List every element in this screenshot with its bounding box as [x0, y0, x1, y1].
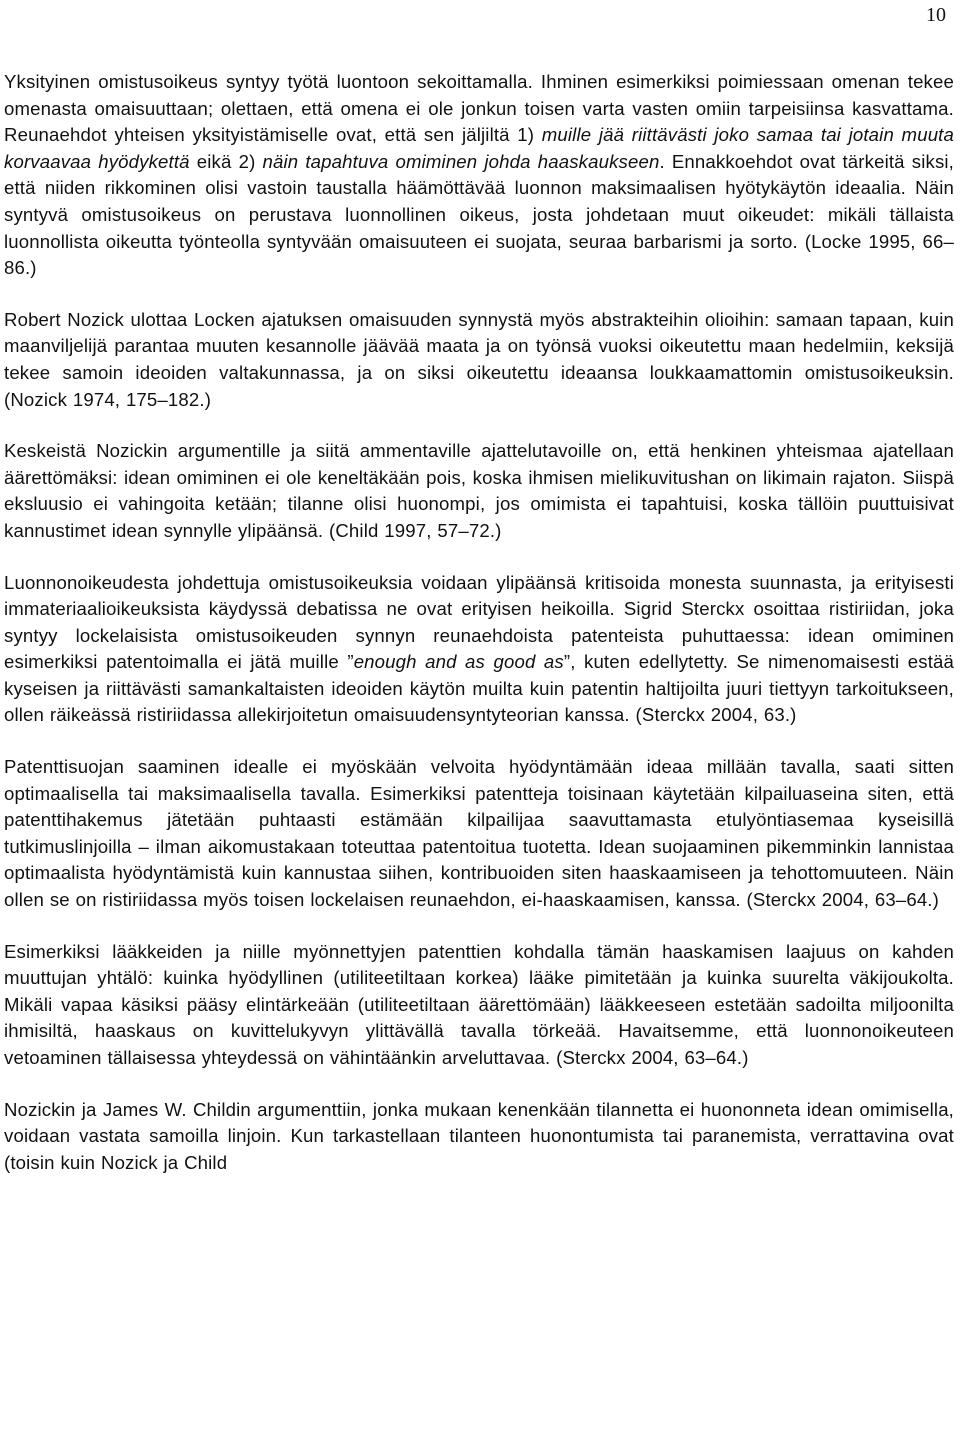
- text-run: Esimerkiksi lääkkeiden ja niille myönnettyjen patenttien kohdalla tämän haaskamisen laajuus on kahden muuttujan yhtälö: kuinka hyödyllinen (utiliteetiltaan korkea) lääke pimitetään ja kuinka suurelta väkijoukolta. Mikäli vapaa käsiksi pääsy elintärkeään (utiliteetiltaan äärettömään) lääkkeeseen estetään sadoilta miljoonilta ihmisiltä, haaskaus on kuvittelukyvyn ylittävällä tavalla törkeää. Havaitsemme, että luonnonoikeuteen vetoaminen tällaisessa yhteydessä on vähintäänkin arveluttavaa. (Sterckx 2004, 63–64.): [4, 940, 954, 1068]
- text-run: Nozickin ja James W. Childin argumenttiin, jonka mukaan kenenkään tilannetta ei huononneta idean omimisella, voidaan vastata samoilla linjoin. Kun tarkastellaan tilanteen huonontumista tai paranemista, verrattavina ovat (toisin kuin Nozick ja Child: [4, 1098, 954, 1173]
- paragraph-nozick-argument: [4, 438, 954, 544]
- paragraph-nozick-child-response: [4, 1097, 954, 1177]
- paragraph-medicine-patents: [4, 939, 954, 1072]
- text-run: Keskeistä Nozickin argumentille ja siitä ammentaville ajattelutavoille on, että henkinen yhteismaa ajatellaan äärettömäksi: idean omiminen ei ole keneltäkään pois, koska ihmisen mielikuvitushan on likimain rajaton. Siispä eksluusio ei vahingoita ketään; tilanne olisi huonompi, jos omimista ei tapahtuisi, koska tällöin puuttuisivat kannustimet idean synnylle ylipäänsä. (Child 1997, 57–72.): [4, 440, 954, 541]
- italic-text-run: näin tapahtuva omiminen johda haaskaukseen: [262, 150, 660, 172]
- paragraph-patent-protection: [4, 754, 954, 914]
- text-run: . Ennakkoehdot ovat tärkeitä siksi, että niiden rikkominen olisi vastoin taustalla häämöttävää luonnon maksimaalisen hyötykäytön ideaalia. Näin syntyvä omistusoikeus on perustava luonnollinen oikeus, josta johdetaan muut oikeudet: mikäli tällaista luonnollista oikeutta työnteolla syntyvään omaisuuteen ei suojata, seuraa barbarismi ja sorto. (Locke 1995, 66–86.): [4, 150, 954, 279]
- body-text: [4, 69, 954, 1201]
- italic-text-run: enough and as good as: [353, 651, 564, 673]
- paragraph-nozick-abstract-objects: [4, 307, 954, 413]
- text-run: Yksityinen omistusoikeus syntyy työtä luontoon sekoittamalla. Ihminen esimerkiksi poimiessaan omenan tekee omenasta omaisuuttaan; olettaen, että omena ei ole jonkun toisen varta vasten omiin tarpeisiinsa kasvattama. Reunaehdot yhteisen yksityistämiselle ovat, että sen jäljiltä 1): [4, 71, 954, 146]
- text-run: ”, kuten edellytetty. Se nimenomaisesti estää kyseisen ja riittävästi samankaltaisten ideoiden käytön muilta kuin patentin haltijoilta juuri tiettyyn tarkoitukseen, ollen räikeässä ristiriidassa allekirjoitetun omaisuudensyntyteorian kanssa. (Sterckx 2004, 63.): [4, 651, 954, 726]
- text-run: Patenttisuojan saaminen idealle ei myöskään velvoita hyödyntämään ideaa millään tavalla, saati sitten optimaalisella tai maksimaalisella tavalla. Esimerkiksi patentteja toisinaan käytetään kilpailuaseina siten, että patenttihakemus jätetään puhtaasti estämään kilpailijaa saavuttamasta etulyöntiasemaa kyseisillä tutkimuslinjoilla – ilman aikomustakaan toteuttaa patentoitua tuotetta. Idean suojaaminen pikemminkin lannistaa optimaalista hyödyntämistä kuin kannustaa siihen, kontribuoiden siten haaskaamiseen ja tehottomuuteen. Näin ollen se on ristiriidassa myös toisen lockelaisen reunaehdon, ei-haaskaamisen, kanssa. (Sterckx 2004, 63–64.): [4, 756, 954, 911]
- italic-text-run: muille jää riittävästi joko samaa tai jotain muuta korvaavaa hyödykettä: [4, 124, 954, 172]
- paragraph-locke-property: [4, 69, 954, 282]
- text-run: Luonnonoikeudesta johdettuja omistusoikeuksia voidaan ylipäänsä kritisoida monesta suunnasta, ja erityisesti immateriaalioikeuksista käydyssä debatissa ne ovat erityisen heikoilla. Sigrid Sterckx osoittaa ristiriidan, joka syntyy lockelaisista omistusoikeuden synnyn reunaehdoista patenteista puhuttaessa: idean omiminen esimerkiksi patentoimalla ei jätä muille ”: [4, 571, 954, 673]
- page-number: 10: [926, 4, 946, 26]
- text-run: eikä 2): [189, 150, 263, 172]
- paragraph-sterckx-critique: [4, 570, 954, 730]
- text-run: Robert Nozick ulottaa Locken ajatuksen omaisuuden synnystä myös abstrakteihin olioihin: samaan tapaan, kuin maanviljelijä parantaa muuten kesannolle jäävää maata ja on työnsä vuoksi oikeutettu maan hedelmiin, keksijä tekee samoin ideoiden valtakunnassa, ja on siksi oikeutettu ideaansa loukkaamattomin omistusoikeuksin. (Nozick 1974, 175–182.): [4, 308, 954, 410]
